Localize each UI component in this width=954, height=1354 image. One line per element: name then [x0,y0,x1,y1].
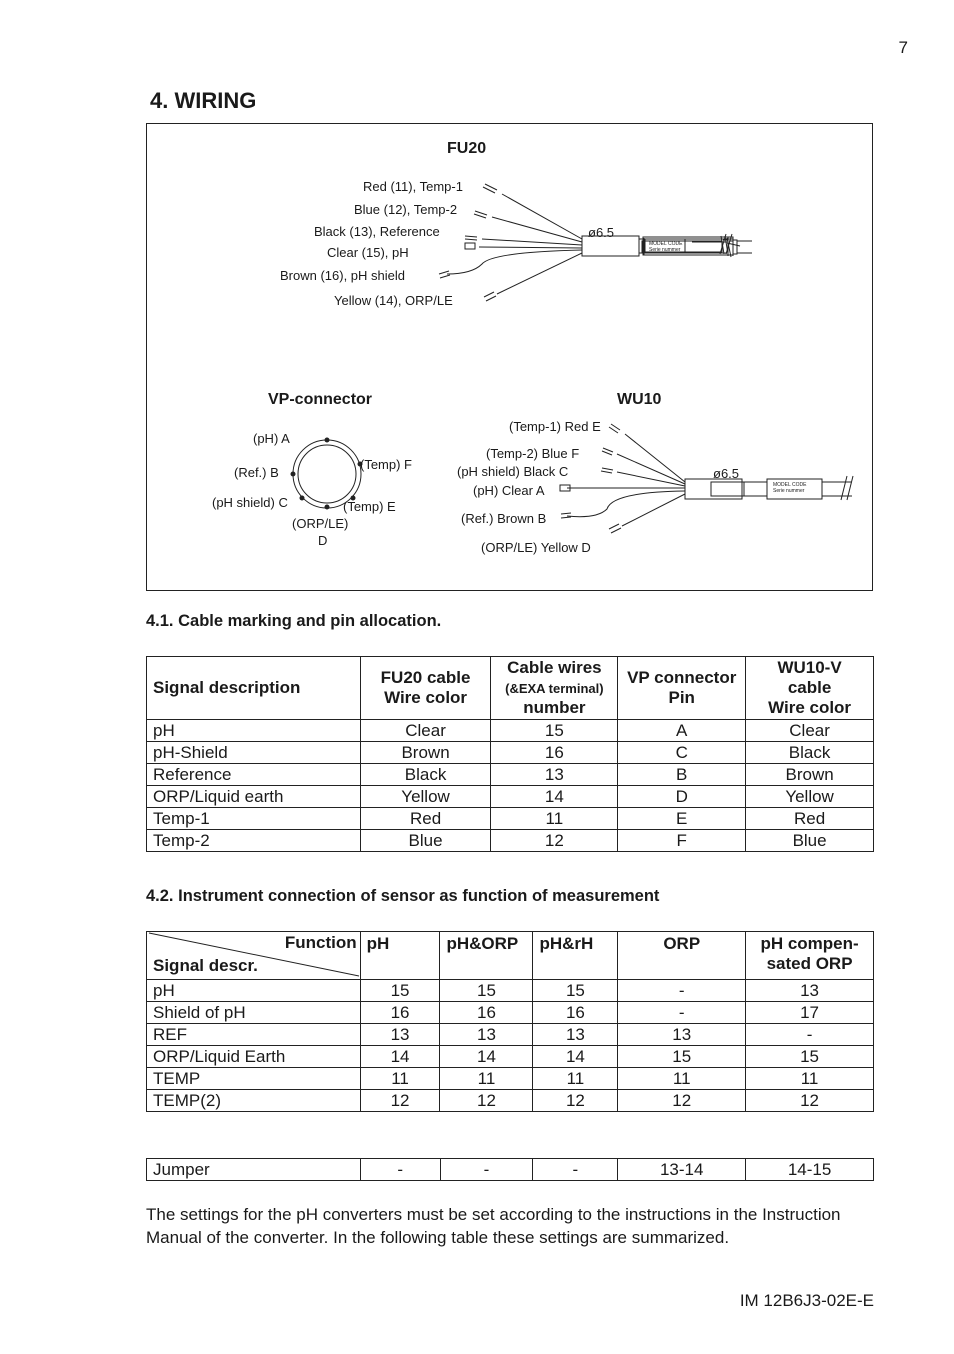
wu10-wire-label: (pH) Clear A [473,483,545,498]
col-fu20-line2: Wire color [384,688,468,707]
wu10-wire-label: (Temp-2) Blue F [486,446,580,461]
cell: 15 [533,980,618,1002]
vp-connector-title: VP-connector [268,391,373,408]
table-row [147,1046,874,1068]
col-ph-orp: pH&ORP [440,932,533,980]
cell: E [618,808,746,830]
fu20-wire-label: Blue (12), Temp-2 [354,202,458,217]
wu10-title: WU10 [617,391,662,408]
cell: - [533,1159,618,1181]
col-cable-wires-line2: (&EXA terminal) [505,681,604,696]
document-id: IM 12B6J3-02E-E [739,1291,874,1310]
table-row [147,720,874,742]
header-function: Function [284,933,357,952]
cell: 12 [746,1090,874,1112]
cell: 11 [746,1068,874,1090]
col-ph: pH [360,932,440,980]
table-header-row [147,657,874,720]
col-wu10-line2: cable [787,678,832,697]
header-signal-descr: Signal descr. [153,956,258,975]
cell: Blue [746,830,874,852]
cell: ORP/Liquid Earth [147,1046,361,1068]
cell: 13 [491,764,618,786]
col-vp [618,657,746,720]
cell: - [618,1002,746,1024]
vp-pin-d-letter: D [318,533,328,548]
table-row [147,1159,874,1181]
table-row [147,808,874,830]
fu20-serie-nummer: Serie nummer [649,247,681,253]
cell: 13 [618,1024,746,1046]
cell: Red [360,808,491,830]
col-orp: ORP [618,932,746,980]
col-ph-compensated-orp [746,932,874,980]
section-4-2-title: 4.2. Instrument connection of sensor as function of measurement [146,887,660,905]
cell: D [618,786,746,808]
table-row [147,1002,874,1024]
fu20-diameter: ø6.5 [588,225,615,240]
cable-marking-table [146,656,874,852]
cell: 15 [746,1046,874,1068]
vp-pin-e-label: (Temp) E [343,499,396,514]
wu10-serie-nummer: Serie nummer [773,488,805,494]
table-row [147,1090,874,1112]
col-vp-line2: Pin [668,688,695,707]
cell: 14 [491,786,618,808]
cell: 15 [618,1046,746,1068]
vp-pin-d [325,505,330,510]
col-fu20-line1: FU20 cable [380,668,471,687]
vp-pin-a [325,438,330,443]
cell: Red [746,808,874,830]
table-row [147,1068,874,1090]
cell: Jumper [147,1159,361,1181]
cell: Clear [746,720,874,742]
wu10-wire-label: (Ref.) Brown B [461,511,547,526]
cell: 12 [618,1090,746,1112]
cell: 12 [440,1090,533,1112]
cell: 15 [360,980,440,1002]
col-cable-wires [491,657,618,720]
cell: 11 [440,1068,533,1090]
col-comp-line1: pH compen- [760,934,859,953]
vp-pin-f-label: (Temp) F [360,457,412,472]
vp-pin-c [300,496,305,501]
body-paragraph: The settings for the pH converters must be set according to the instructions in the Instruction Manual of the converter. In the following table these settings are summarized. [146,1205,841,1247]
cell: 14 [533,1046,618,1068]
fu20-wire-label: Black (13), Reference [314,224,440,239]
vp-pin-c-label: (pH shield) C [212,495,288,510]
cell: pH [147,980,361,1002]
cell: Shield of pH [147,1002,361,1024]
cell: 13 [746,980,874,1002]
vp-pin-d-label: (ORP/LE) [292,516,349,531]
wu10-model-code: MODEL CODE [773,482,807,488]
cell: Yellow [746,786,874,808]
col-cable-wires-line1: Cable wires [507,658,602,677]
table-row [147,786,874,808]
cell: C [618,742,746,764]
col-function-signal [147,932,361,980]
table-row [147,830,874,852]
cell: Temp-2 [147,830,361,852]
cell: pH-Shield [147,742,361,764]
table-row [147,764,874,786]
cell: 15 [491,720,618,742]
cell: 12 [360,1090,440,1112]
cell: 16 [491,742,618,764]
cell: Reference [147,764,361,786]
instrument-connection-table [146,931,874,1112]
col-signal-description: Signal description [147,657,361,720]
jumper-table [146,1158,874,1181]
cell: - [440,1159,533,1181]
cell: 14 [360,1046,440,1068]
cell: 11 [360,1068,440,1090]
wu10-diameter: ø6.5 [713,466,740,481]
col-wu10-line3: Wire color [768,698,852,717]
wu10-wire-label: (pH shield) Black C [457,464,569,479]
table-row [147,1024,874,1046]
section-heading: 4. WIRING [150,88,257,113]
cell: 16 [440,1002,533,1024]
fu20-wire-label: Red (11), Temp-1 [363,179,463,194]
cell: - [618,980,746,1002]
wu10-wire-label: (Temp-1) Red E [509,419,601,434]
cell: 16 [360,1002,440,1024]
wu10-wire-label: (ORP/LE) Yellow D [481,540,591,555]
cell: Black [360,764,491,786]
cell: REF [147,1024,361,1046]
cell: - [746,1024,874,1046]
col-fu20 [360,657,491,720]
fu20-model-code: MODEL CODE [649,241,683,247]
cell: Yellow [360,786,491,808]
cell: TEMP [147,1068,361,1090]
col-wu10 [746,657,874,720]
col-wu10-line1: WU10-V [777,658,842,677]
col-vp-line1: VP connector [627,668,737,687]
cell: 13 [360,1024,440,1046]
col-ph-rh: pH&rH [533,932,618,980]
cell: 13-14 [618,1159,746,1181]
cell: Clear [360,720,491,742]
table-header-row [147,932,874,980]
cell: Blue [360,830,491,852]
col-cable-wires-line3: number [523,698,586,717]
cell: TEMP(2) [147,1090,361,1112]
cell: 14 [440,1046,533,1068]
cell: A [618,720,746,742]
cell: 16 [533,1002,618,1024]
fu20-wire-label: Brown (16), pH shield [280,268,405,283]
fu20-wire-label: Clear (15), pH [327,245,409,260]
cell: 12 [533,1090,618,1112]
col-comp-line2: sated ORP [766,954,853,973]
cell: 11 [533,1068,618,1090]
cell: 13 [440,1024,533,1046]
fu20-title: FU20 [447,140,487,157]
wiring-diagram [146,123,873,591]
page-number: 7 [898,38,908,57]
cell: Black [746,742,874,764]
vp-pin-b [291,472,296,477]
cell: - [360,1159,440,1181]
fu20-wire-label: Yellow (14), ORP/LE [334,293,453,308]
cell: 13 [533,1024,618,1046]
cell: F [618,830,746,852]
table-row [147,980,874,1002]
cell: 15 [440,980,533,1002]
cell: 14-15 [746,1159,874,1181]
cell: 17 [746,1002,874,1024]
cell: 11 [491,808,618,830]
cell: pH [147,720,361,742]
vp-pin-b-label: (Ref.) B [234,465,279,480]
cell: ORP/Liquid earth [147,786,361,808]
cell: Brown [746,764,874,786]
table-row [147,742,874,764]
vp-connector-inner [298,445,356,503]
section-4-1-title: 4.1. Cable marking and pin allocation. [146,612,442,630]
cell: Temp-1 [147,808,361,830]
vp-pin-a-label: (pH) A [253,431,290,446]
cell: 12 [491,830,618,852]
cell: Brown [360,742,491,764]
cell: B [618,764,746,786]
cell: 11 [618,1068,746,1090]
